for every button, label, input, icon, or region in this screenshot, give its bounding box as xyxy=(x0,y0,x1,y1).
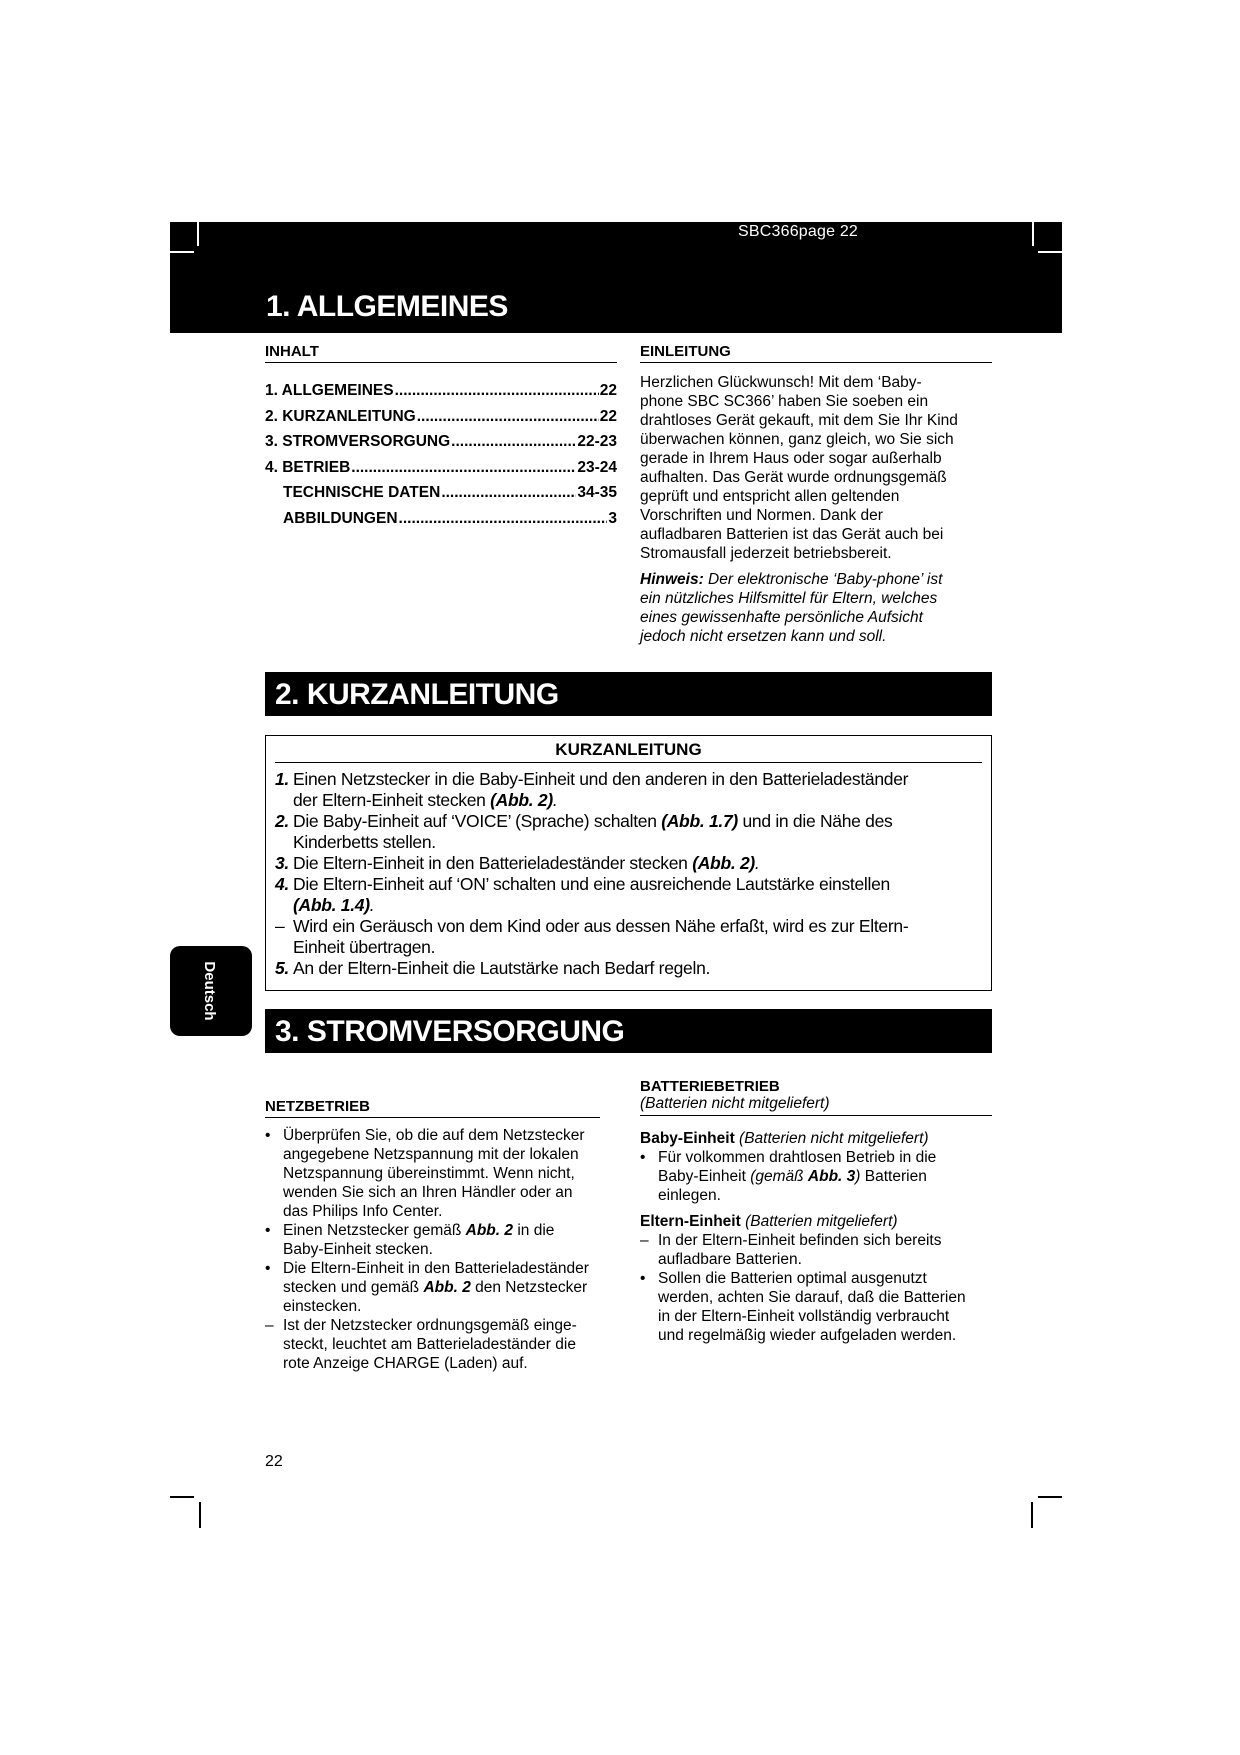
inhalt-heading: INHALT xyxy=(265,343,617,363)
kurzanleitung-box xyxy=(265,735,992,991)
box-title: KURZANLEITUNG xyxy=(275,740,982,763)
crop-mark xyxy=(1038,251,1062,253)
crop-mark xyxy=(197,222,199,246)
crop-mark xyxy=(1031,1502,1033,1528)
eltern-einheit-heading: Eltern-Einheit (Batterien mitgeliefert) xyxy=(640,1213,898,1230)
crop-mark xyxy=(1038,1496,1062,1498)
list-item: 4. Die Eltern-Einheit auf ‘ON’ schalten und eine ausreichende Lautstärke einstellen (Abb. 1.4). xyxy=(275,874,890,915)
toc-entry[interactable]: ABBILDUNGEN ..... 3 xyxy=(265,506,617,532)
list-item: 1. Einen Netzstecker in die Baby-Einheit und den anderen in den Batterieladeständer der Eltern-Einheit stecken (Abb. 2). xyxy=(275,769,909,810)
einleitung-text: Herzlichen Glückwunsch! Mit dem ‘Baby- phone SBC SC366’ haben Sie soeben ein drahtloses Gerät gekauft, mit dem Sie Ihr Kind überwachen können, ganz gleich, wo Sie sich gerade in Ihrem Haus oder sogar außerhalb aufhalten. Das Gerät wurde ordnungsgemäß geprüft und entspricht allen geltenden Vorschriften und Normen. Dank der aufladbaren Batterien ist das Gerät auch bei Stromausfall jederzeit betriebsbereit. xyxy=(640,374,958,562)
running-head: SBC366page 22 xyxy=(738,223,859,240)
list-item: – Ist der Netzstecker ordnungsgemäß einge- steckt, leuchtet am Batterieladeständer die rote Anzeige CHARGE (Laden) auf. xyxy=(265,1317,577,1372)
list-item: • Einen Netzstecker gemäß Abb. 2 in die Baby-Einheit stecken. xyxy=(265,1222,555,1258)
language-tab[interactable] xyxy=(170,946,252,1036)
list-item: 2. Die Baby-Einheit auf ‘VOICE’ (Sprache) schalten (Abb. 1.7) und in die Nähe des Kinderbetts stellen. xyxy=(275,811,893,852)
quick-steps xyxy=(275,769,987,979)
list-item: 5. An der Eltern-Einheit die Lautstärke nach Bedarf regeln. xyxy=(275,958,711,978)
netzbetrieb-list xyxy=(265,1126,625,1373)
page-number: 22 xyxy=(265,1453,283,1470)
crop-mark xyxy=(199,1502,201,1528)
toc-entry[interactable]: 1. ALLGEMEINES ..... 22 xyxy=(265,378,617,404)
batteriebetrieb-subheading: (Batterien nicht mitgeliefert) xyxy=(640,1095,830,1112)
toc-entry[interactable]: 3. STROMVERSORGUNG ..... 22-23 xyxy=(265,429,617,455)
language-tab-label: Deutsch xyxy=(201,961,218,1021)
hinweis-note: Hinweis: Der elektronische ‘Baby-phone’ ist ein nützliches Hilfsmittel für Eltern, welches eines gewissenhafte persönliche Aufsicht jedoch nicht ersetzen kann und soll. xyxy=(640,571,943,645)
crop-mark xyxy=(170,1496,194,1498)
toc-entry[interactable]: 4. BETRIEB ..... 23-24 xyxy=(265,455,617,481)
list-item: • Überprüfen Sie, ob die auf dem Netzstecker angegebene Netzspannung mit der lokalen Netzspannung übereinstimmt. Wenn nicht, wenden Sie sich an Ihren Händler oder an das Philips Info Center. xyxy=(265,1127,585,1220)
list-item: – In der Eltern-Einheit befinden sich bereits aufladbare Batterien. xyxy=(640,1232,942,1268)
hinweis-label: Hinweis: xyxy=(640,571,704,588)
table-of-contents xyxy=(265,378,617,531)
batteriebetrieb-header xyxy=(640,1078,992,1116)
list-item: – Wird ein Geräusch von dem Kind oder aus dessen Nähe erfaßt, wird es zur Eltern- Einheit übertragen. xyxy=(275,916,909,957)
toc-entry[interactable]: 2. KURZANLEITUNG ..... 22 xyxy=(265,404,617,430)
einleitung-heading: EINLEITUNG xyxy=(640,343,992,363)
toc-entry[interactable]: TECHNISCHE DATEN ..... 34-35 xyxy=(265,480,617,506)
batteriebetrieb-text xyxy=(640,1129,1000,1345)
netzbetrieb-heading: NETZBETRIEB xyxy=(265,1098,600,1118)
list-item: 3. Die Eltern-Einheit in den Batterieladeständer stecken (Abb. 2). xyxy=(275,853,760,873)
list-item: • Sollen die Batterien optimal ausgenutzt werden, achten Sie darauf, daß die Batterien in der Eltern-Einheit vollständig verbraucht und regelmäßig wieder aufgeladen werden. xyxy=(640,1270,966,1344)
baby-einheit-heading: Baby-Einheit (Batterien nicht mitgeliefert) xyxy=(640,1130,929,1147)
list-item: • Die Eltern-Einheit in den Batterieladeständer stecken und gemäß Abb. 2 den Netzstecker einstecken. xyxy=(265,1260,589,1315)
crop-mark xyxy=(170,251,194,253)
section-title-kurzanleitung: 2. KURZANLEITUNG xyxy=(265,672,992,716)
section-title-stromversorgung: 3. STROMVERSORGUNG xyxy=(265,1009,992,1053)
crop-mark xyxy=(1032,222,1034,246)
chapter-title: 1. ALLGEMEINES xyxy=(266,290,508,323)
batteriebetrieb-heading: BATTERIEBETRIEB xyxy=(640,1078,780,1095)
list-item: • Für volkommen drahtlosen Betrieb in die Baby-Einheit (gemäß Abb. 3) Batterien einlegen. xyxy=(640,1149,937,1204)
